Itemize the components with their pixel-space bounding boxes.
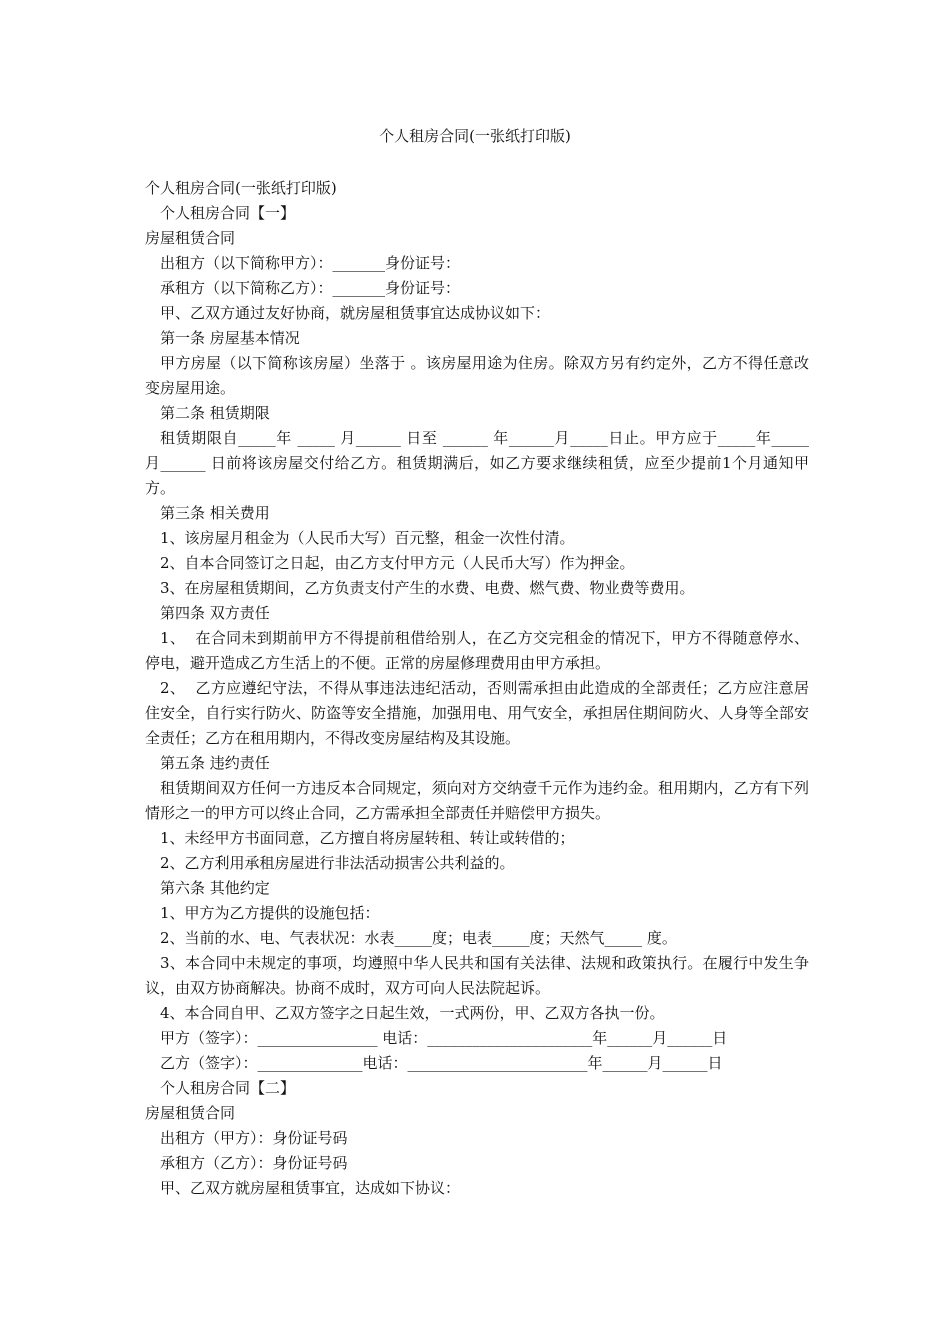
body-line: 承租方（以下简称乙方）：_______身份证号：	[160, 279, 461, 297]
body-line: 甲、乙双方就房屋租赁事宜，达成如下协议：	[160, 1179, 461, 1197]
body-line: 3、在房屋租赁期间，乙方负责支付产生的水费、电费、燃气费、物业费等费用。	[160, 579, 695, 597]
body-line: 1、甲方为乙方提供的设施包括：	[160, 904, 380, 922]
document-body	[145, 176, 814, 1201]
signature-line-party-b: 乙方（签字）：______________电话：________________________年______月______日	[160, 1054, 723, 1072]
clause-heading: 第三条 相关费用	[160, 504, 270, 522]
body-paragraph: 租赁期间双方任何一方违反本合同规定，须向对方交纳壹千元作为违约金。租用期内，乙方有下列情形之一的甲方可以终止合同，乙方需承担全部责任并赔偿甲方损失。	[145, 779, 809, 822]
document-title: 个人租房合同(一张纸打印版)	[379, 127, 571, 145]
section-heading: 个人租房合同【二】	[160, 1079, 296, 1097]
clause-heading: 第四条 双方责任	[160, 604, 270, 622]
clause-heading: 第六条 其他约定	[160, 879, 270, 897]
body-line: 出租方（甲方）：身份证号码	[160, 1129, 348, 1147]
body-paragraph: 2、 乙方应遵纪守法，不得从事违法违纪活动，否则需承担由此造成的全部责任；乙方应注意居住安全，自行实行防火、防盗等安全措施，加强用电、用气安全，承担居住期间防火、人身等全部安全责任；乙方在租用期内，不得改变房屋结构及其设施。	[145, 679, 809, 747]
body-line: 个人租房合同(一张纸打印版)	[145, 179, 337, 197]
section-heading: 个人租房合同【一】	[160, 204, 296, 222]
body-line: 4、本合同自甲、乙双方签字之日起生效，一式两份，甲、乙双方各执一份。	[160, 1004, 665, 1022]
body-paragraph: 租赁期限自_____年 _____ 月______ 日至 ______ 年______月_____日止。甲方应于_____年_____ 月______ 日前将该房屋交付给乙方。租赁期满后，如乙方要求继续租赁，应至少提前1个月通知甲方。	[145, 429, 814, 497]
body-line: 承租方（乙方）：身份证号码	[160, 1154, 348, 1172]
body-line: 1、该房屋月租金为（人民币大写）百元整，租金一次性付清。	[160, 529, 575, 547]
body-paragraph: 1、 在合同未到期前甲方不得提前租借给别人，在乙方交完租金的情况下，甲方不得随意停水、停电，避开造成乙方生活上的不便。正常的房屋修理费用由甲方承担。	[145, 629, 809, 672]
clause-heading: 第一条 房屋基本情况	[160, 329, 300, 347]
contract-heading: 房屋租赁合同	[145, 229, 236, 247]
body-line: 2、乙方利用承租房屋进行非法活动损害公共利益的。	[160, 854, 515, 872]
body-line: 甲、乙双方通过友好协商，就房屋租赁事宜达成协议如下：	[160, 304, 551, 322]
body-paragraph: 甲方房屋（以下简称该房屋）坐落于 。该房屋用途为住房。除双方另有约定外，乙方不得任意改变房屋用途。	[145, 354, 809, 397]
signature-line-party-a: 甲方（签字）：________________ 电话：______________________年______月______日	[160, 1029, 728, 1047]
body-line: 出租方（以下简称甲方）：_______身份证号：	[160, 254, 461, 272]
body-line: 1、未经甲方书面同意，乙方擅自将房屋转租、转让或转借的；	[160, 829, 575, 847]
clause-heading: 第五条 违约责任	[160, 754, 270, 772]
body-line: 2、自本合同签订之日起，由乙方支付甲方元（人民币大写）作为押金。	[160, 554, 635, 572]
body-paragraph: 3、本合同中未规定的事项，均遵照中华人民共和国有关法律、法规和政策执行。在履行中发生争议，由双方协商解决。协商不成时，双方可向人民法院起诉。	[145, 954, 809, 997]
body-line: 2、当前的水、电、气表状况：水表_____度；电表_____度；天然气_____ 度。	[160, 929, 677, 947]
clause-heading: 第二条 租赁期限	[160, 404, 270, 422]
contract-heading: 房屋租赁合同	[145, 1104, 236, 1122]
